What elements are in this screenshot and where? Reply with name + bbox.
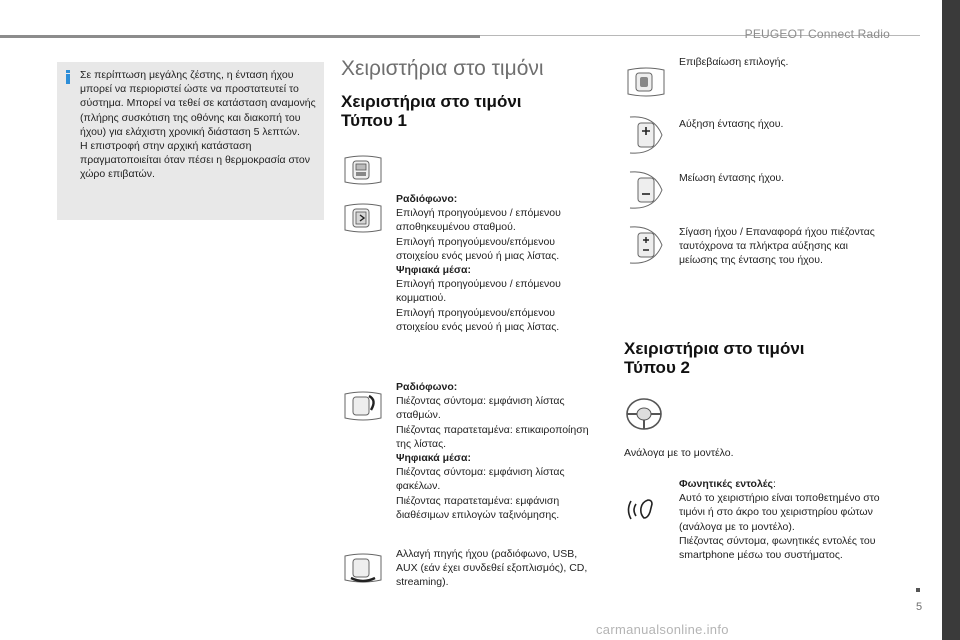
note-line: ήχου) για ελάχιστη χρονική διάσταση 5 λεπτών. — [80, 125, 300, 138]
note-line: πραγματοποιείται όταν πέσει η θερμοκρασία στον — [80, 154, 311, 167]
item6-line: Μείωση έντασης ήχου. — [679, 172, 785, 184]
page-marker — [916, 588, 920, 592]
confirm-control-icon — [624, 66, 668, 98]
type2-title — [624, 339, 884, 377]
type1-title-line: Χειριστήρια στο τιμόνι — [341, 92, 522, 111]
voice-line: Πιέζοντας σύντομα, φωνητικές εντολές του — [679, 534, 876, 547]
voice-line: Αυτό το χειριστήριο είναι τοποθετημένο στο — [679, 492, 880, 505]
side-strip — [942, 0, 960, 640]
item2-text — [396, 380, 589, 522]
item2-line: φακέλων. — [396, 480, 441, 493]
volume-down-control-icon — [624, 170, 668, 210]
item2-line: Πιέζοντας παρατεταμένα: εμφάνιση — [396, 494, 560, 507]
item2-line: Ψηφιακά μέσα: — [396, 452, 471, 465]
note-line: Η επιστροφή στην αρχική κατάσταση — [80, 140, 252, 153]
mute-control-icon — [624, 225, 668, 265]
item1-text — [396, 192, 561, 334]
item2-line: Πιέζοντας παρατεταμένα: επικαιροποίηση — [396, 423, 589, 436]
item5-line: Αύξηση έντασης ήχου. — [679, 118, 784, 130]
item3-line: AUX (εάν έχει συνδεθεί εξοπλισμός), CD, — [396, 562, 588, 575]
steering-wheel-icon — [624, 397, 664, 431]
voice-command-icon — [626, 496, 662, 524]
voice-text — [679, 477, 880, 562]
type2-title-line: Χειριστήρια στο τιμόνι — [624, 339, 805, 358]
info-note — [57, 62, 324, 220]
header-title: PEUGEOT Connect Radio — [744, 27, 890, 41]
item1-line: Επιλογή προηγούμενου / επόμενου — [396, 207, 561, 220]
previous-next-control-icon — [341, 202, 385, 234]
steering-control-overview-icon — [341, 154, 385, 186]
type2-title-line: Τύπου 2 — [624, 358, 691, 377]
item3-text — [396, 547, 587, 590]
volume-up-control-icon — [624, 115, 668, 155]
item1-line: στοιχείου ενός μενού ή μιας λίστας. — [396, 320, 560, 333]
voice-line: smartphone μέσω του συστήματος. — [679, 549, 843, 562]
item7-line: Σίγαση ήχου / Επαναφορά ήχου πιέζοντας — [679, 226, 875, 238]
item2-line: Πιέζοντας σύντομα: εμφάνιση λίστας — [396, 466, 565, 479]
source-control-icon — [341, 552, 385, 584]
item7-line: ταυτόχρονα τα πλήκτρα αύξησης και — [679, 240, 848, 253]
item7-line: μείωσης της έντασης του ήχου. — [679, 254, 823, 267]
page-number: 5 — [916, 601, 923, 613]
note-line: μπορεί να περιοριστεί ώστε να προστατευτεί το — [80, 83, 299, 96]
item5-text — [679, 117, 783, 131]
voice-title-row — [679, 477, 880, 491]
item1-line: Επιλογή προηγούμενου/επόμενου — [396, 306, 556, 319]
voice-title: Φωνητικές εντολές — [679, 478, 773, 490]
note-line: (πλήρης συσκότιση της οθόνης και διακοπή του — [80, 111, 301, 124]
note-line: σύστημα. Μπορεί να τεθεί σε κατάσταση αναμονής — [80, 97, 316, 110]
item1-line: Ραδιόφωνο: — [396, 193, 458, 205]
note-line: Σε περίπτωση μεγάλης ζέστης, η ένταση ήχου — [80, 69, 294, 81]
item1-line: Ψηφιακά μέσα: — [396, 264, 471, 277]
item3-line: streaming). — [396, 576, 449, 589]
voice-line: (ανάλογα με το μοντέλο). — [679, 520, 795, 533]
item2-line: Πιέζοντας σύντομα: εμφάνιση λίστας — [396, 395, 565, 408]
type1-title — [341, 92, 601, 130]
item2-line: Ραδιόφωνο: — [396, 381, 458, 393]
info-icon — [64, 70, 73, 84]
voice-line: τιμόνι ή στο άκρο του χειριστηρίου φώτων — [679, 506, 873, 519]
item2-line: διαθέσιμων επιλογών ταξινόμησης. — [396, 508, 560, 521]
section-title: Χειριστήρια στο τιμόνι — [341, 57, 544, 80]
item4-text — [679, 55, 788, 69]
item1-line: στοιχείου ενός μενού ή μιας λίστας. — [396, 249, 560, 262]
note-line: χώρο επιβατών. — [80, 168, 155, 181]
header-rule-left — [0, 35, 480, 38]
item1-line: Επιλογή προηγούμενου / επόμενου — [396, 278, 561, 291]
item2-line: σταθμών. — [396, 409, 441, 422]
type2-caption: Ανάλογα με το μοντέλο. — [624, 447, 734, 459]
item2-line: της λίστας. — [396, 437, 447, 450]
item1-line: κομματιού. — [396, 292, 447, 305]
item7-text — [679, 225, 875, 268]
item1-line: Επιλογή προηγούμενου/επόμενου — [396, 235, 556, 248]
voice-title-suffix: : — [772, 478, 776, 490]
watermark: carmanualsonline.info — [596, 622, 729, 637]
item6-text — [679, 171, 784, 185]
type1-title-line: Τύπου 1 — [341, 111, 408, 130]
item3-line: Αλλαγή πηγής ήχου (ραδιόφωνο, USB, — [396, 548, 578, 560]
item4-line: Επιβεβαίωση επιλογής. — [679, 56, 789, 68]
item1-line: αποθηκευμένου σταθμού. — [396, 221, 516, 234]
list-control-icon — [341, 390, 385, 422]
